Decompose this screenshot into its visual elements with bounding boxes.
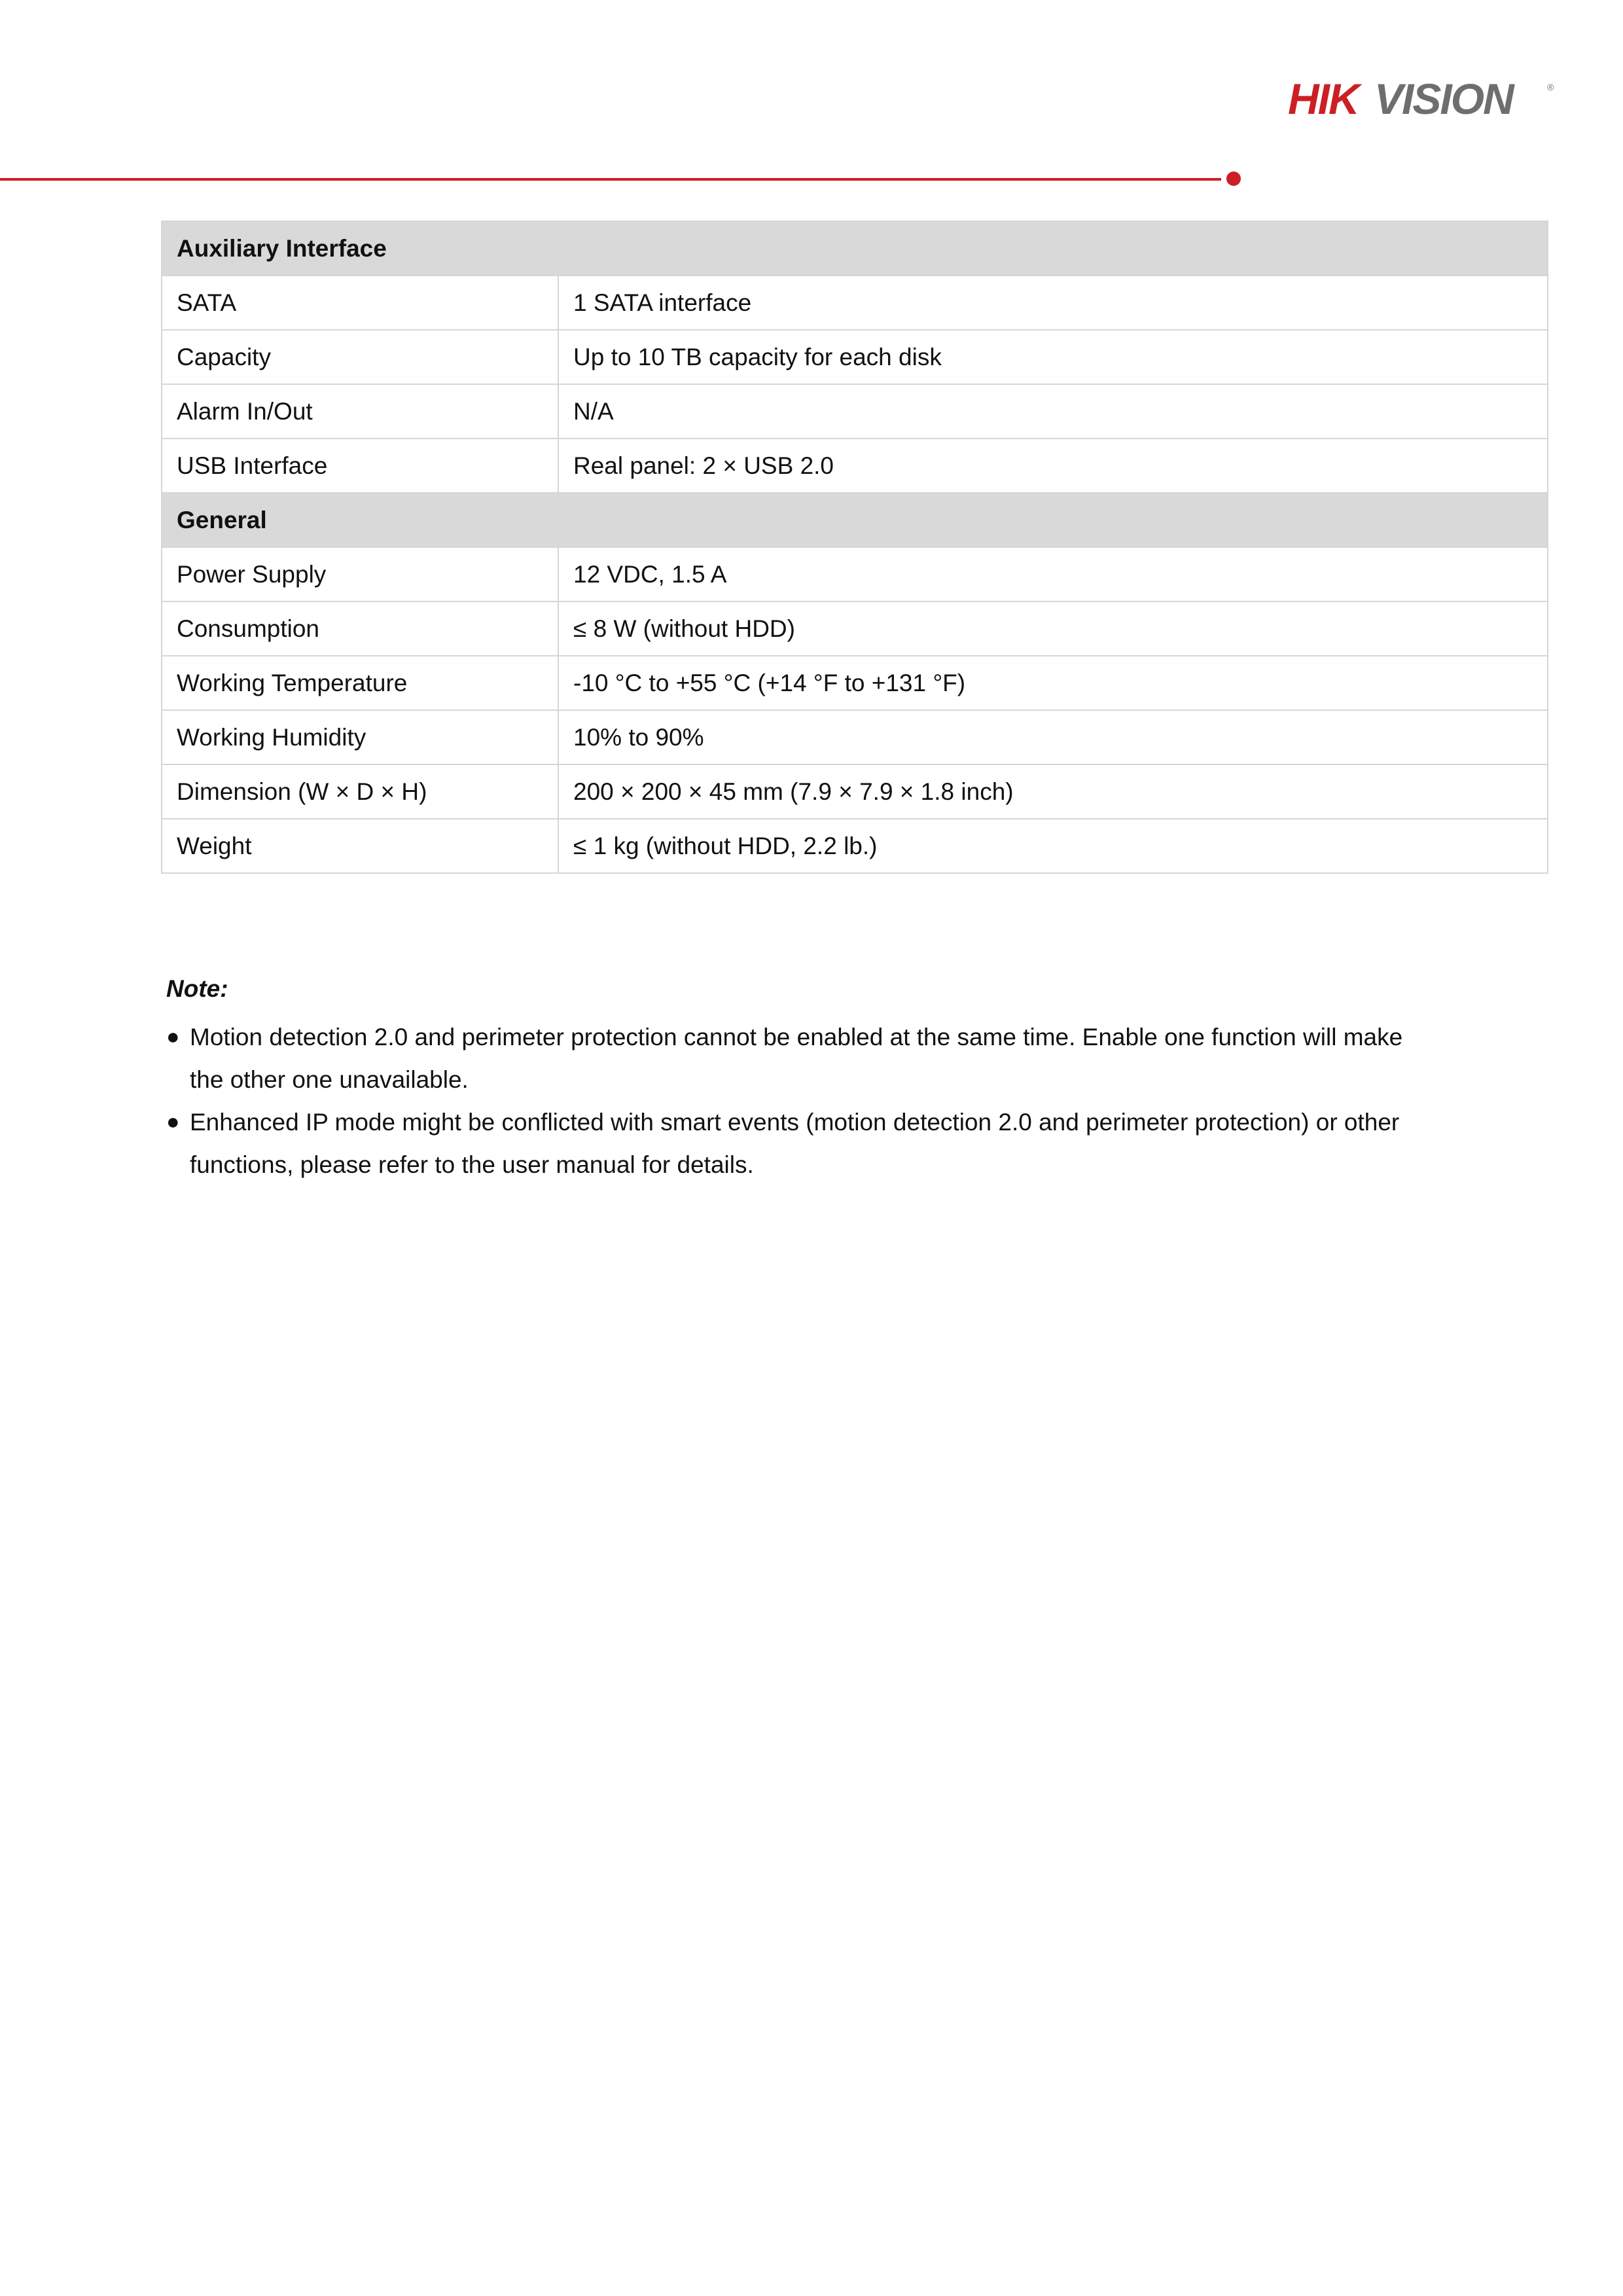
- spec-row: [162, 439, 1548, 493]
- spec-value: N/A: [558, 384, 1548, 439]
- spec-label: SATA: [162, 276, 558, 330]
- note-text: Motion detection 2.0 and perimeter protection cannot be enabled at the same time. Enable one function will make the other one unavailable.: [190, 1024, 1403, 1093]
- section-header: [162, 493, 1548, 547]
- spec-value: 200 × 200 × 45 mm (7.9 × 7.9 × 1.8 inch): [558, 764, 1548, 819]
- spec-row: [162, 764, 1548, 819]
- spec-row: [162, 276, 1548, 330]
- spec-label: Capacity: [162, 330, 558, 384]
- spec-label: Dimension (W × D × H): [162, 764, 558, 819]
- spec-value: Real panel: 2 × USB 2.0: [558, 439, 1548, 493]
- spec-label: Working Temperature: [162, 656, 558, 710]
- notes-list: [166, 1016, 1475, 1186]
- section-title: Auxiliary Interface: [162, 221, 1548, 276]
- header-divider: [0, 178, 1221, 181]
- spec-value: ≤ 1 kg (without HDD, 2.2 lb.): [558, 819, 1548, 873]
- header-divider-dot: [1226, 171, 1241, 186]
- note-item: [166, 1101, 1410, 1186]
- hikvision-logo-mark: [1288, 77, 1563, 120]
- spec-label: Power Supply: [162, 547, 558, 601]
- spec-label: USB Interface: [162, 439, 558, 493]
- spec-value: Up to 10 TB capacity for each disk: [558, 330, 1548, 384]
- svg-text:®: ®: [1547, 82, 1554, 92]
- spec-value: -10 °C to +55 °C (+14 °F to +131 °F): [558, 656, 1548, 710]
- svg-text:VISION: VISION: [1374, 77, 1513, 120]
- note-text: Enhanced IP mode might be conflicted with smart events (motion detection 2.0 and perimeter protection) or other functions, please refer to the user manual for details.: [190, 1109, 1400, 1178]
- spec-table: [161, 221, 1548, 874]
- spec-value: 10% to 90%: [558, 710, 1548, 764]
- spec-value: 12 VDC, 1.5 A: [558, 547, 1548, 601]
- section-title: General: [162, 493, 1548, 547]
- spec-value: 1 SATA interface: [558, 276, 1548, 330]
- spec-row: [162, 330, 1548, 384]
- spec-label: Weight: [162, 819, 558, 873]
- spec-value: ≤ 8 W (without HDD): [558, 601, 1548, 656]
- bullet-icon: ●: [166, 1024, 180, 1049]
- bullet-icon: ●: [166, 1109, 180, 1134]
- notes-section: [166, 975, 1475, 1186]
- spec-row: [162, 710, 1548, 764]
- section-header: [162, 221, 1548, 276]
- hikvision-logo: [1288, 77, 1563, 120]
- spec-row: [162, 656, 1548, 710]
- spec-row: [162, 819, 1548, 873]
- spec-row: [162, 601, 1548, 656]
- spec-row: [162, 547, 1548, 601]
- spec-label: Consumption: [162, 601, 558, 656]
- notes-title: Note:: [166, 975, 228, 1002]
- spec-label: Alarm In/Out: [162, 384, 558, 439]
- svg-text:HIK: HIK: [1288, 77, 1359, 120]
- note-item: [166, 1016, 1410, 1101]
- spec-row: [162, 384, 1548, 439]
- spec-label: Working Humidity: [162, 710, 558, 764]
